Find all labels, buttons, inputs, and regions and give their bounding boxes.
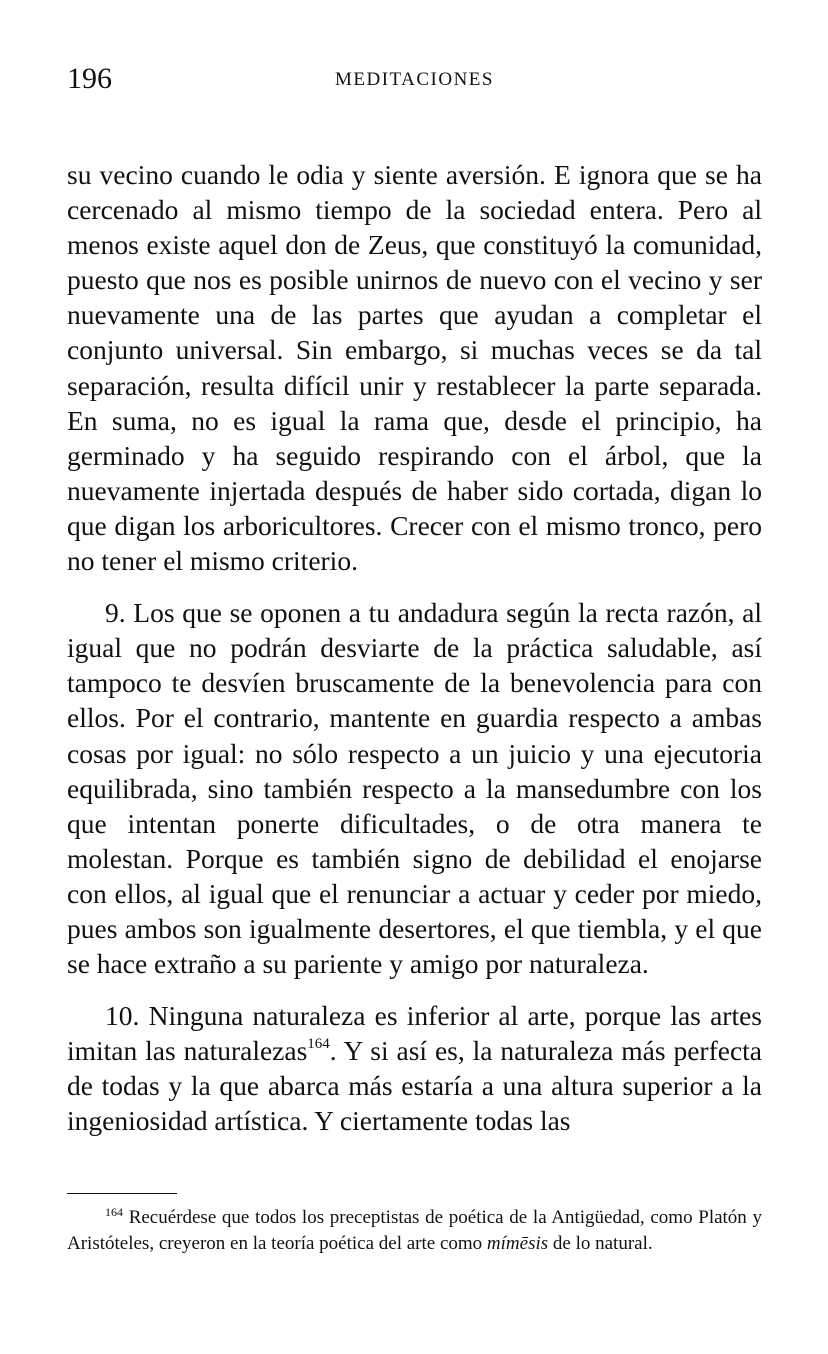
footnote [67, 1205, 762, 1257]
running-title: MEDITACIONES [335, 69, 494, 90]
footnote-divider [67, 1193, 177, 1194]
footnote-text-end: de lo natural. [552, 1233, 653, 1254]
paragraph-section-10-end: . Y si así es, la naturaleza más perfecta de todas y la que abarca más estaría a una altura superior a la ingeniosidad artística. Y ciertamente todas las [67, 1035, 762, 1137]
paragraph-section-9: 9. Los que se oponen a tu andadura según la recta razón, al igual que no podrán desviarte de la práctica saludable, así tampoco te desvíen bruscamente de la benevolencia para con ellos. Por el contrario, mantente en guardia respecto a ambas cosas por igual: no sólo respecto a un juicio y una ejecutoria equilibrada, sino también respecto a la mansedumbre con los que intentan ponerte dificultades, o de otra manera te molestan. Porque es también signo de debilidad el enojarse con ellos, al igual que el renunciar a actuar y ceder por miedo, pues ambos son igualmente desertores, el que tiembla, y el que se hace extraño a su pariente y amigo por naturaleza. [67, 597, 762, 980]
footnote-number: 164 [105, 1205, 123, 1219]
paragraph-section-10-start: 10. Ninguna naturaleza es inferior al arte, porque las artes imitan las naturalezas [67, 1000, 762, 1067]
paragraph-section-10 [67, 998, 762, 1138]
footnote-text-start: Recuérdese que todos los preceptistas de poética de la Antigüedad, como Platón y Aristóteles, creyeron en la teoría poética del arte como [67, 1207, 762, 1254]
main-text [67, 157, 762, 1139]
paragraph-continuation: su vecino cuando le odia y siente aversión. E ignora que se ha cercenado al mismo tiempo de la sociedad entera. Pero al menos existe aquel don de Zeus, que constituyó la comunidad, puesto que nos es posible unirnos de nuevo con el vecino y ser nuevamente una de las partes que ayudan a completar el conjunto universal. Sin embargo, si muchas veces se da tal separación, resulta difícil unir y restablecer la parte separada. En suma, no es igual la rama que, desde el principio, ha germinado y ha seguido respirando con el árbol, que la nuevamente injertada después de haber sido cortada, digan lo que digan los arboricultores. Crecer con el mismo tronco, pero no tener el mismo criterio. [67, 159, 762, 577]
page-number: 196 [67, 62, 112, 95]
footnote-reference: 164 [307, 1036, 330, 1053]
footnote-italic-term: mímēsis [486, 1233, 549, 1254]
running-head [67, 62, 762, 96]
